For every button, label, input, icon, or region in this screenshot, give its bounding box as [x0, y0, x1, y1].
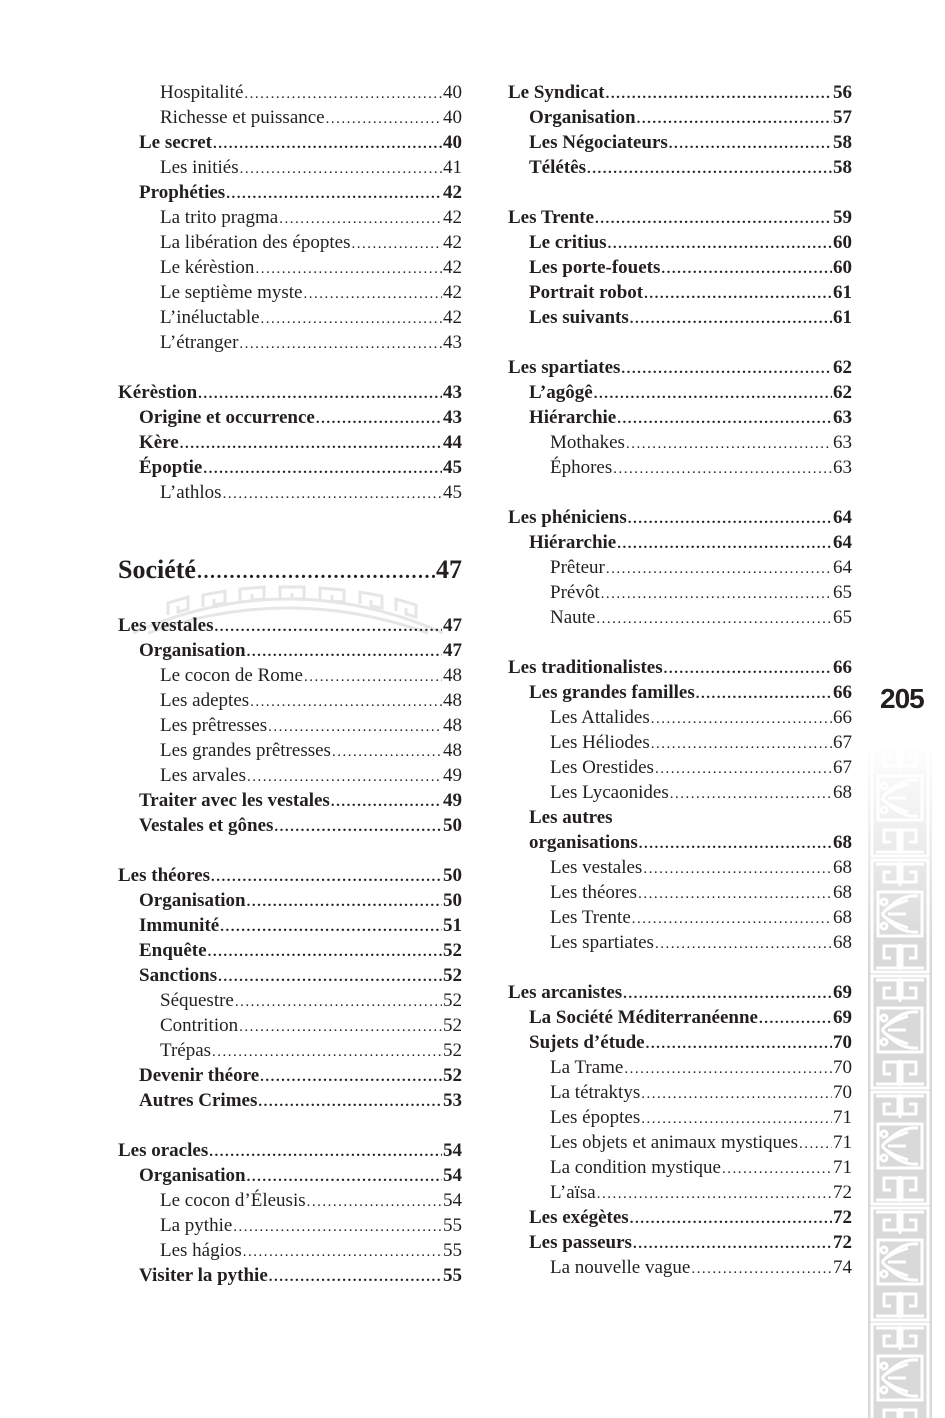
toc-entry[interactable]: Visiter la pythie ..... 55 — [118, 1263, 462, 1288]
toc-entry[interactable]: Sujets d’étude ..... 70 — [508, 1030, 852, 1055]
page-ref: 68 — [833, 857, 852, 878]
leader-dots — [637, 107, 832, 132]
leader-dots — [601, 582, 832, 607]
page-ref: 47 — [443, 640, 462, 661]
toc-entry[interactable]: La tétraktys ..... 70 — [508, 1080, 852, 1105]
page-ref: 72 — [833, 1207, 852, 1228]
leader-dots — [233, 1215, 442, 1240]
page-ref: 42 — [443, 207, 462, 228]
page-ref: 51 — [443, 915, 462, 936]
leader-dots — [226, 182, 442, 207]
toc-entry[interactable]: Kérèstion ..... 43 — [118, 380, 462, 405]
toc-entry[interactable]: Hiérarchie ..... 63 — [508, 405, 852, 430]
toc-entry[interactable]: Époptie ..... 45 — [118, 455, 462, 480]
leader-dots — [617, 532, 832, 557]
page-ref: 62 — [833, 357, 852, 378]
toc-entry[interactable]: Les oracles ..... 54 — [118, 1138, 462, 1163]
spacer — [118, 505, 462, 554]
spacer — [118, 355, 462, 380]
toc-entry[interactable]: Sanctions ..... 52 — [118, 963, 462, 988]
leader-dots — [223, 482, 442, 507]
leader-dots — [643, 857, 832, 882]
page-ref: 68 — [833, 782, 852, 803]
page-ref: 65 — [833, 607, 852, 628]
page-ref: 42 — [443, 307, 462, 328]
toc-entry[interactable]: Les exégètes ..... 72 — [508, 1205, 852, 1230]
toc-entry[interactable]: Organisation ..... 47 — [118, 638, 462, 663]
toc-entry[interactable]: Les Négociateurs ..... 58 — [508, 130, 852, 155]
toc-entry[interactable]: Organisation ..... 54 — [118, 1163, 462, 1188]
toc-entry[interactable]: La libération des époptes ..... 42 — [118, 230, 462, 255]
page-ref: 42 — [443, 282, 462, 303]
page-ref: 58 — [833, 132, 852, 153]
leader-dots — [197, 556, 435, 588]
leader-dots — [644, 282, 832, 307]
leader-dots — [247, 890, 442, 915]
leader-dots — [696, 682, 832, 707]
toc-entry[interactable]: Prêteur ..... 64 — [508, 555, 852, 580]
leader-dots — [608, 232, 832, 257]
toc-entry[interactable]: Le secret ..... 40 — [118, 130, 462, 155]
page-ref: 42 — [443, 182, 462, 203]
page-ref: 61 — [833, 307, 852, 328]
toc-entry[interactable]: Éphores ..... 63 — [508, 455, 852, 480]
toc-entry[interactable]: Devenir théore ..... 52 — [118, 1063, 462, 1088]
toc-entry[interactable]: Les Orestides ..... 67 — [508, 755, 852, 780]
page-ref: 62 — [833, 382, 852, 403]
toc-entry[interactable]: Le septième myste ..... 42 — [118, 280, 462, 305]
page-ref: 48 — [443, 740, 462, 761]
page-ref: 63 — [833, 457, 852, 478]
leader-dots — [247, 640, 442, 665]
leader-dots — [630, 1207, 832, 1232]
page-number: 205 — [880, 683, 924, 714]
leader-dots — [639, 832, 832, 857]
leader-dots — [722, 1157, 832, 1182]
toc-entry[interactable]: Les Héliodes ..... 67 — [508, 730, 852, 755]
leader-dots — [624, 1057, 832, 1082]
spacer — [508, 330, 852, 355]
page-ref: 52 — [443, 1040, 462, 1061]
leader-dots — [661, 257, 832, 282]
page-ref: 68 — [833, 932, 852, 953]
toc-entry[interactable]: Les suivants ..... 61 — [508, 305, 852, 330]
leader-dots — [621, 357, 832, 382]
page-ref: 70 — [833, 1032, 852, 1053]
toc-entry[interactable]: Les Attalides ..... 66 — [508, 705, 852, 730]
toc-right-column — [508, 80, 852, 1280]
toc-entry[interactable]: Le Syndicat ..... 56 — [508, 80, 852, 105]
page-ref: 64 — [833, 532, 852, 553]
leader-dots — [664, 657, 832, 682]
toc-entry[interactable]: Traiter avec les vestales ..... 49 — [118, 788, 462, 813]
leader-dots — [596, 607, 832, 632]
page-ref: 48 — [443, 715, 462, 736]
page-ref: 72 — [833, 1232, 852, 1253]
leader-dots — [799, 1132, 832, 1157]
toc-entry[interactable]: Contrition ..... 52 — [118, 1013, 462, 1038]
toc-entry[interactable]: Les spartiates ..... 68 — [508, 930, 852, 955]
leader-dots — [279, 207, 442, 232]
greek-key-and-palmette-icon — [868, 742, 932, 1418]
page-ref: 64 — [833, 557, 852, 578]
toc-entry[interactable]: Les objets et animaux mystiques ..... 71 — [508, 1130, 852, 1155]
page-ref: 70 — [833, 1082, 852, 1103]
page-ref: 45 — [443, 482, 462, 503]
page-ref: 55 — [443, 1265, 462, 1286]
page-ref: 71 — [833, 1132, 852, 1153]
leader-dots — [198, 382, 442, 407]
page-ref: 49 — [443, 790, 462, 811]
toc-entry[interactable]: Enquête ..... 52 — [118, 938, 462, 963]
leader-dots — [606, 82, 832, 107]
leader-dots — [304, 665, 442, 690]
toc-entry-wrapped-line[interactable]: Les autres — [529, 807, 613, 828]
toc-entry[interactable]: Mothakes ..... 63 — [508, 430, 852, 455]
spacer — [118, 1113, 462, 1138]
toc-part-heading[interactable]: Société ..... 47 — [118, 554, 462, 586]
toc-entry[interactable]: L’inéluctable ..... 42 — [118, 305, 462, 330]
leader-dots — [594, 382, 832, 407]
page-ref: 67 — [833, 757, 852, 778]
leader-dots — [244, 82, 442, 107]
toc-entry[interactable]: Les arcanistes ..... 69 — [508, 980, 852, 1005]
leader-dots — [303, 282, 442, 307]
leader-dots — [606, 557, 832, 582]
toc-entry[interactable]: Origine et occurrence ..... 43 — [118, 405, 462, 430]
leader-dots — [638, 882, 832, 907]
leader-dots — [759, 1007, 832, 1032]
toc-entry[interactable]: Les arvales ..... 49 — [118, 763, 462, 788]
leader-dots — [240, 157, 442, 182]
page-ref: 47 — [443, 615, 462, 636]
toc-entry[interactable]: Prévôt ..... 65 — [508, 580, 852, 605]
spacer — [118, 586, 462, 613]
page-ref: 66 — [833, 682, 852, 703]
leader-dots — [651, 707, 832, 732]
leader-dots — [260, 1065, 442, 1090]
page-ref: 54 — [443, 1140, 462, 1161]
toc-entry[interactable]: organisations ..... 68 — [508, 830, 852, 855]
page-ref: 50 — [443, 890, 462, 911]
page-ref: 66 — [833, 657, 852, 678]
leader-dots — [307, 1190, 442, 1215]
toc-entry[interactable]: Les initiés ..... 41 — [118, 155, 462, 180]
toc-entry[interactable]: Les porte-fouets ..... 60 — [508, 255, 852, 280]
leader-dots — [213, 132, 442, 157]
page-ref: 52 — [443, 1015, 462, 1036]
toc-entry[interactable]: Le cocon de Rome ..... 48 — [118, 663, 462, 688]
toc-entry[interactable]: Le cocon d’Éleusis ..... 54 — [118, 1188, 462, 1213]
page-ref: 74 — [833, 1257, 852, 1278]
page-ref: 52 — [443, 965, 462, 986]
spacer — [508, 630, 852, 655]
leader-dots — [220, 915, 442, 940]
page-ref: 72 — [833, 1182, 852, 1203]
toc-entry[interactable]: Les théores ..... 68 — [508, 880, 852, 905]
leader-dots — [646, 1032, 832, 1057]
page-ref: 56 — [833, 82, 852, 103]
toc-entry[interactable]: Les grandes prêtresses ..... 48 — [118, 738, 462, 763]
page-ref: 60 — [833, 232, 852, 253]
toc-entry[interactable]: Les phéniciens ..... 64 — [508, 505, 852, 530]
leader-dots — [626, 432, 832, 457]
page-ref: 45 — [443, 457, 462, 478]
leader-dots — [641, 1107, 832, 1132]
page-ref: 71 — [833, 1157, 852, 1178]
toc-entry[interactable]: Les vestales ..... 68 — [508, 855, 852, 880]
toc-entry[interactable]: Organisation ..... 50 — [118, 888, 462, 913]
toc-entry[interactable]: Les théores ..... 50 — [118, 863, 462, 888]
page-ref: 60 — [833, 257, 852, 278]
toc-entry[interactable]: Prophéties ..... 42 — [118, 180, 462, 205]
toc-entry[interactable]: L’agôgê ..... 62 — [508, 380, 852, 405]
toc-entry[interactable]: L’athlos ..... 45 — [118, 480, 462, 505]
leader-dots — [180, 432, 442, 457]
leader-dots — [326, 107, 442, 132]
spacer — [118, 838, 462, 863]
toc-entry[interactable]: La Société Méditerranéenne ..... 69 — [508, 1005, 852, 1030]
page-ref: 61 — [833, 282, 852, 303]
toc-entry[interactable]: Richesse et puissance ..... 40 — [118, 105, 462, 130]
toc-entry[interactable]: Les Trente ..... 68 — [508, 905, 852, 930]
page-ref: 52 — [443, 940, 462, 961]
page-ref: 48 — [443, 690, 462, 711]
page-ref: 68 — [833, 907, 852, 928]
toc-entry[interactable]: Les adeptes ..... 48 — [118, 688, 462, 713]
leader-dots — [691, 1257, 832, 1282]
leader-dots — [269, 1265, 442, 1290]
toc-entry[interactable]: Les époptes ..... 71 — [508, 1105, 852, 1130]
leader-dots — [274, 815, 442, 840]
toc-entry[interactable]: Portrait robot ..... 61 — [508, 280, 852, 305]
page-ref: 63 — [833, 432, 852, 453]
leader-dots — [239, 1015, 442, 1040]
leader-dots — [208, 940, 442, 965]
page-ref: 49 — [443, 765, 462, 786]
toc-entry[interactable]: Immunité ..... 51 — [118, 913, 462, 938]
leader-dots — [669, 132, 832, 157]
page-ref: 66 — [833, 707, 852, 728]
toc-entry[interactable]: Naute ..... 65 — [508, 605, 852, 630]
toc-entry[interactable]: Hospitalité ..... 40 — [118, 80, 462, 105]
spacer — [508, 955, 852, 980]
leader-dots — [613, 457, 832, 482]
leader-dots — [316, 407, 442, 432]
leader-dots — [243, 1240, 442, 1265]
leader-dots — [211, 865, 442, 890]
page-ref: 42 — [443, 232, 462, 253]
page-ref: 68 — [833, 832, 852, 853]
page-ref: 42 — [443, 257, 462, 278]
leader-dots — [670, 782, 832, 807]
toc-entry[interactable]: Les passeurs ..... 72 — [508, 1230, 852, 1255]
leader-dots — [250, 690, 442, 715]
leader-dots — [597, 1182, 832, 1207]
page-ref: 41 — [443, 157, 462, 178]
page-ref: 55 — [443, 1240, 462, 1261]
toc-entry[interactable]: Le critius ..... 60 — [508, 230, 852, 255]
toc-left-column — [118, 80, 462, 1288]
leader-dots — [641, 1082, 832, 1107]
page-ref: 63 — [833, 407, 852, 428]
leader-dots — [239, 332, 442, 357]
leader-dots — [203, 457, 442, 482]
toc-entry[interactable]: Organisation ..... 57 — [508, 105, 852, 130]
toc-entry[interactable]: Séquestre ..... 52 — [118, 988, 462, 1013]
leader-dots — [632, 907, 832, 932]
page-ref: 52 — [443, 990, 462, 1011]
leader-dots — [651, 732, 832, 757]
toc-entry[interactable]: Les spartiates ..... 62 — [508, 355, 852, 380]
leader-dots — [630, 307, 832, 332]
leader-dots — [617, 407, 832, 432]
spacer — [508, 480, 852, 505]
toc-entry[interactable]: Télétês ..... 58 — [508, 155, 852, 180]
page-ref: 70 — [833, 1057, 852, 1078]
toc-entry[interactable]: Trépas ..... 52 — [118, 1038, 462, 1063]
leader-dots — [628, 507, 832, 532]
page-ref: 44 — [443, 432, 462, 453]
toc-entry[interactable]: Hiérarchie ..... 64 — [508, 530, 852, 555]
leader-dots — [218, 965, 442, 990]
page-ref: 43 — [443, 382, 462, 403]
toc-entry[interactable]: Kère ..... 44 — [118, 430, 462, 455]
page-ref: 55 — [443, 1215, 462, 1236]
leader-dots — [235, 990, 442, 1015]
leader-dots — [655, 757, 832, 782]
toc-entry[interactable]: Les prêtresses ..... 48 — [118, 713, 462, 738]
leader-dots — [331, 790, 442, 815]
page-ref: 47 — [436, 555, 462, 584]
leader-dots — [633, 1232, 832, 1257]
toc-entry[interactable]: Les Trente ..... 59 — [508, 205, 852, 230]
toc-entry[interactable]: Les grandes familles ..... 66 — [508, 680, 852, 705]
page-ref: 64 — [833, 507, 852, 528]
toc-entry[interactable]: La trito pragma ..... 42 — [118, 205, 462, 230]
toc-entry[interactable]: Le kérèstion ..... 42 — [118, 255, 462, 280]
leader-dots — [209, 1140, 442, 1165]
leader-dots — [247, 1165, 442, 1190]
toc-entry[interactable]: La nouvelle vague ..... 74 — [508, 1255, 852, 1280]
page-ref: 40 — [443, 107, 462, 128]
toc-entry[interactable]: La Trame ..... 70 — [508, 1055, 852, 1080]
page-ref: 53 — [443, 1090, 462, 1111]
leader-dots — [258, 1090, 442, 1115]
page-ref: 50 — [443, 815, 462, 836]
toc-entry[interactable]: Autres Crimes ..... 53 — [118, 1088, 462, 1113]
leader-dots — [351, 232, 442, 257]
leader-dots — [247, 765, 442, 790]
leader-dots — [261, 307, 442, 332]
toc-entry[interactable]: Vestales et gônes ..... 50 — [118, 813, 462, 838]
page-ref: 59 — [833, 207, 852, 228]
spacer — [508, 180, 852, 205]
toc-entry[interactable]: La condition mystique ..... 71 — [508, 1155, 852, 1180]
page-ref: 71 — [833, 1107, 852, 1128]
page-ref: 54 — [443, 1165, 462, 1186]
toc-entry[interactable]: Les traditionalistes ..... 66 — [508, 655, 852, 680]
page-ref: 65 — [833, 582, 852, 603]
page-ref: 43 — [443, 407, 462, 428]
page-ref: 48 — [443, 665, 462, 686]
toc-entry[interactable]: La pythie ..... 55 — [118, 1213, 462, 1238]
leader-dots — [623, 982, 832, 1007]
page-ref: 52 — [443, 1065, 462, 1086]
leader-dots — [268, 715, 442, 740]
page-ref: 67 — [833, 732, 852, 753]
page-ref: 54 — [443, 1190, 462, 1211]
page-ref: 50 — [443, 865, 462, 886]
page-ref: 57 — [833, 107, 852, 128]
toc-entry[interactable]: L’aïsa ..... 72 — [508, 1180, 852, 1205]
page-ref: 58 — [833, 157, 852, 178]
leader-dots — [215, 615, 442, 640]
toc-entry[interactable]: L’étranger ..... 43 — [118, 330, 462, 355]
toc-entry[interactable]: Les vestales ..... 47 — [118, 613, 462, 638]
page-ref: 40 — [443, 132, 462, 153]
leader-dots — [255, 257, 442, 282]
page-ref: 69 — [833, 982, 852, 1003]
leader-dots — [595, 207, 832, 232]
toc-entry[interactable]: Les Lycaonides ..... 68 — [508, 780, 852, 805]
leader-dots — [212, 1040, 442, 1065]
leader-dots — [332, 740, 442, 765]
page-ref: 68 — [833, 882, 852, 903]
toc-entry[interactable]: Les hágios ..... 55 — [118, 1238, 462, 1263]
page-ref: 69 — [833, 1007, 852, 1028]
page-ref: 40 — [443, 82, 462, 103]
page-ref: 43 — [443, 332, 462, 353]
leader-dots — [587, 157, 832, 182]
leader-dots — [655, 932, 832, 957]
